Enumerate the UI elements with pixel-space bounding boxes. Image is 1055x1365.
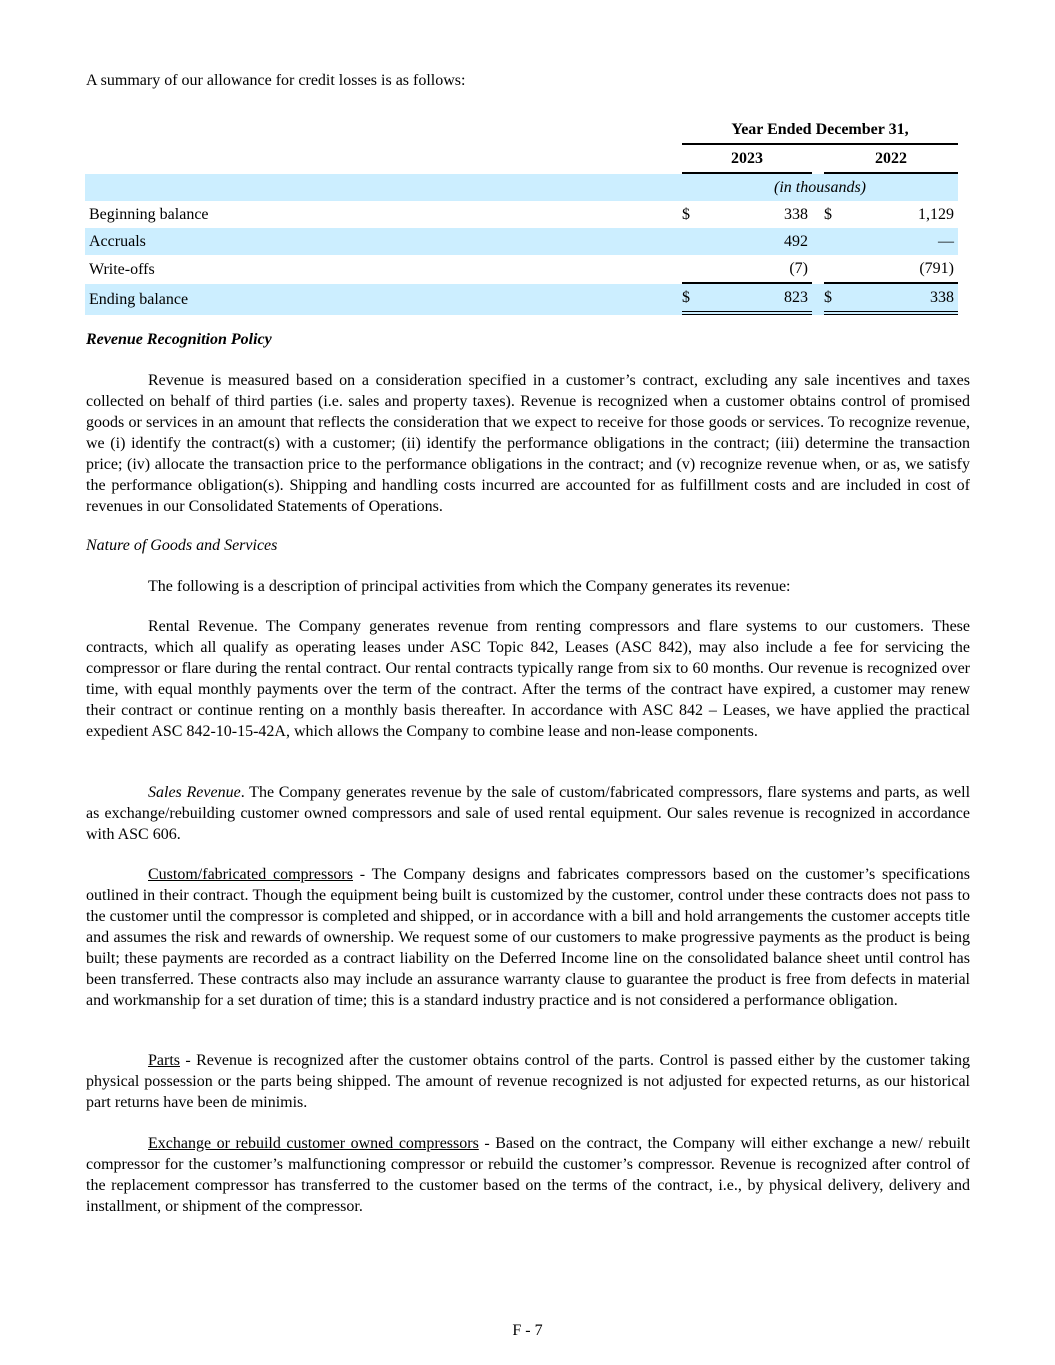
currency-symbol [824,255,840,284]
parts-paragraph [86,1050,970,1113]
allowance-table [85,116,958,315]
sales-revenue-paragraph [86,782,970,845]
revenue-policy-heading: Revenue Recognition Policy [86,331,272,348]
year-header-row [85,145,958,174]
period-header-row [85,116,958,145]
currency-symbol [682,255,698,284]
nature-intro: The following is a description of principal activities from which the Company generates its revenue: [148,578,791,595]
currency-symbol [824,228,840,255]
units-label: (in thousands) [682,174,958,201]
currency-symbol: $ [824,284,840,315]
year-header-2023: 2023 [682,145,812,174]
period-header: Year Ended December 31, [682,116,958,145]
table-intro: A summary of our allowance for credit losses is as follows: [86,72,466,89]
value-2023: 492 [698,228,812,255]
row-label: Beginning balance [89,205,209,223]
parts-title: Parts [148,1052,180,1069]
nature-heading: Nature of Goods and Services [86,537,278,554]
rental-revenue-paragraph: Rental Revenue. The Company generates revenue from renting compressors and flare systems to our customers. These contracts, which all qualify as operating leases under ASC Topic 842, Leases (ASC 842), may also include a fee for servicing the compressor or flare during the rental contract. Our rental contracts typically range from six to 60 months. Our revenue is recognized over time, with equal monthly payments over the term of the contract. After the terms of the contract have expired, a customer may renew their contract or continue renting on a monthly basis thereafter. In accordance with ASC 842 – Leases, we have applied the practical expedient ASC 842-10-15-42A, which allows the Company to combine lease and non-lease components. [86,618,970,740]
row-label: Accruals [85,228,682,255]
currency-symbol: $ [682,284,698,315]
value-2023: 823 [698,284,812,315]
table-row [85,201,958,228]
value-2022: — [840,228,958,255]
exchange-body: - Based on the contract, the Company will either exchange a new/ rebuilt compressor for the customer’s malfunctioning compressor or rebuild the customer’s compressor. Revenue is recognized after control of the replacement compressor has transferred to the customer based on the terms of the contract, i.e., by physical delivery, delivery and installment, or shipment of the compressor. [86,1135,971,1215]
year-header-2022: 2022 [824,145,958,174]
sales-revenue-title: Sales Revenue [148,784,241,801]
value-2022: 1,129 [918,205,954,223]
table-row [85,228,958,255]
page-number: F - 7 [512,1322,543,1339]
currency-symbol: $ [682,205,690,223]
value-2022: 338 [840,284,958,315]
custom-compressors-title: Custom/fabricated compressors [148,866,353,883]
value-2023: (7) [698,255,812,284]
row-label: Ending balance [85,284,682,315]
currency-symbol [682,228,698,255]
value-2023: 338 [784,205,808,223]
sales-revenue-body: . The Company generates revenue by the sale of custom/fabricated compressors, flare systems and parts, as well as exchange/rebuilding customer owned compressors and sale of used rental equipment. Our sales revenue is recognized in accordance with ASC 606. [86,784,971,843]
currency-symbol: $ [824,205,832,223]
exchange-paragraph [86,1133,970,1217]
custom-compressors-body: - The Company designs and fabricates compressors based on the customer’s specifications outlined in their contract. Though the equipment being built is customized by the customer, control under these contracts does not pass to the customer until the compressor is completed and shipped, or in accordance with a bill and hold arrangements the customer accepts title and assumes the risk and rewards of ownership. We request some of our customers to make progressive payments as the product is being built; these payments are recorded as a contract liability on the Deferred Income line on the consolidated balance sheet until control has been transferred. These contracts also may include an assurance warranty clause to guarantee the product is free from defects in material and workmanship for a set duration of time; this is a standard industry practice and is not considered a performance obligation. [86,866,970,1009]
custom-compressors-paragraph [86,864,970,1011]
exchange-title: Exchange or rebuild customer owned compressors [148,1135,479,1152]
table-row [85,284,958,315]
table-row [85,255,958,284]
value-2022: (791) [840,255,958,284]
parts-body: - Revenue is recognized after the customer obtains control of the parts. Control is passed either by the customer taking physical possession or the parts being shipped. The amount of revenue recognized is not adjusted for expected returns, as our historical part returns have been de minimis. [86,1052,970,1111]
row-label: Write-offs [89,260,155,278]
units-row [85,174,958,201]
revenue-policy-paragraph: Revenue is measured based on a consideration specified in a customer’s contract, excluding any sale incentives and taxes collected on behalf of third parties (i.e. sales and property taxes). Revenue is recognized when a customer obtains control of promised goods or services in an amount that reflects the consideration that we expect to receive for those goods or services. To recognize revenue, we (i) identify the contract(s) with a customer; (ii) identify the performance obligations in the contract; (iii) determine the transaction price; (iv) allocate the transaction price to the performance obligations in the contract; and (v) recognize revenue when, or as, we satisfy the performance obligation(s). Shipping and handling costs incurred are accounted for as fulfillment costs and are included in cost of revenues in our Consolidated Statements of Operations. [86,372,970,515]
